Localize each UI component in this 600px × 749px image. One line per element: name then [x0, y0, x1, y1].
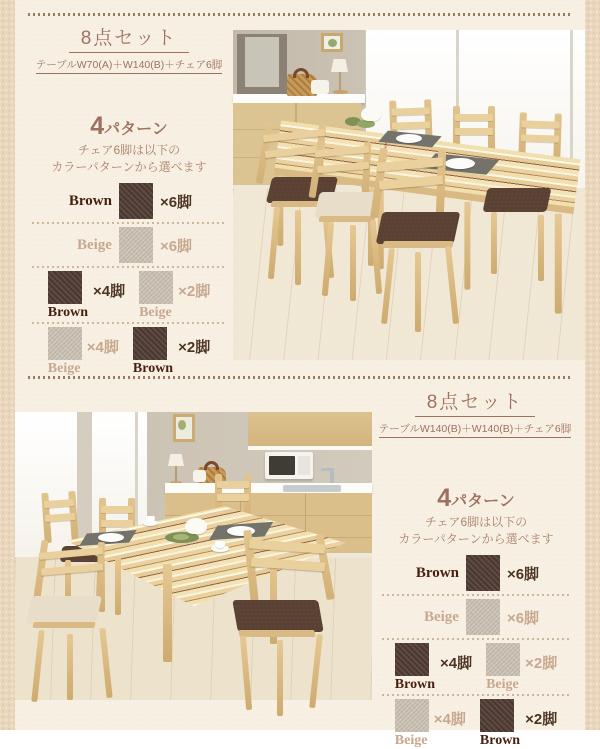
pattern-rows: [28, 181, 230, 377]
brown-fabric-swatch: [395, 643, 429, 676]
color-pattern-panel-bottom: [378, 486, 574, 749]
chair-slat: [217, 481, 249, 488]
chair-leg: [415, 252, 421, 332]
chair-slat: [41, 563, 103, 575]
plant-wreath-inner: [173, 534, 189, 540]
table-lamp-base: [333, 90, 348, 94]
chair-slat: [391, 107, 429, 115]
pattern-rows: [378, 553, 574, 749]
pattern-description-line1: チェア6脚は以下の: [424, 515, 528, 529]
beige-fabric-swatch: [395, 699, 429, 732]
quantity-label: ×4脚: [439, 655, 473, 673]
pattern-row-beige6: [28, 225, 230, 265]
chair-slat: [455, 128, 493, 135]
microwave-window: [269, 456, 295, 475]
chair-leg: [240, 636, 252, 710]
table-lamp-stem: [339, 72, 341, 91]
chair-slat: [251, 557, 325, 571]
upper-cabinet-underside: [248, 446, 372, 450]
row-separator: [382, 594, 570, 596]
beige-fabric-swatch: [139, 271, 173, 304]
color-name-label: Brown: [479, 733, 521, 749]
pattern-description-line2: カラーパターンから選べます: [398, 531, 554, 546]
beige-fabric-swatch: [486, 643, 520, 676]
swatch-stack: [480, 699, 520, 749]
color-name-label: Brown: [68, 192, 112, 209]
pattern-row-beige4-brown2: [378, 697, 574, 749]
left-texture-strip: [0, 0, 15, 730]
color-name-label: Beige: [76, 236, 112, 253]
brown-fabric-swatch: [466, 555, 500, 591]
pattern-row-brown4-beige2: [378, 641, 574, 693]
quantity-label: ×6脚: [506, 609, 540, 627]
dining-set-photo-top: [233, 30, 585, 360]
quantity-label: ×6脚: [159, 237, 193, 255]
set-heading-bottom: [374, 387, 576, 438]
set-title: [28, 23, 230, 53]
swatch-stack: [48, 327, 82, 377]
pattern-group: [395, 643, 472, 693]
sink: [283, 485, 341, 492]
pattern-row-brown6: [28, 181, 230, 221]
swatch-stack: [48, 271, 88, 321]
plant: [357, 120, 375, 128]
chair-slat: [249, 539, 325, 553]
chair-slat: [101, 520, 133, 527]
pattern-count-title: [28, 114, 230, 139]
cup: [215, 541, 225, 548]
brown-fabric-swatch: [119, 183, 153, 219]
color-pattern-panel-top: [28, 114, 230, 377]
table-lamp-shade: [168, 454, 184, 466]
chair-leg: [31, 630, 44, 702]
chair-slat: [39, 547, 103, 560]
chair-slat: [317, 162, 369, 174]
color-name-label: Brown: [47, 305, 88, 321]
chair-slat: [217, 494, 249, 501]
color-name-label: Beige: [486, 677, 519, 693]
color-name-label: Beige: [139, 305, 172, 321]
row-separator: [32, 222, 226, 224]
pattern-number: 4: [90, 112, 105, 140]
pattern-group: [133, 327, 210, 377]
swatch-stack: [133, 327, 173, 377]
chair-slat: [455, 114, 493, 121]
beige-fabric-swatch: [48, 327, 82, 360]
table-leg: [555, 214, 562, 314]
kitchen-opening: [237, 34, 287, 94]
row-separator: [32, 322, 226, 324]
seat-edge: [32, 622, 95, 628]
set-heading-top: [28, 23, 230, 74]
microwave-panel: [298, 456, 310, 475]
right-texture-strip: [585, 0, 600, 730]
row-separator: [382, 694, 570, 696]
chair-leg: [491, 212, 497, 274]
picture-frame: [321, 33, 343, 52]
beige-fabric-swatch: [119, 227, 153, 263]
chair-leg: [99, 628, 112, 698]
chair-leg: [295, 210, 301, 285]
seat-cushion-beige: [26, 596, 102, 624]
table-lamp-stem: [175, 466, 177, 482]
pattern-row-beige4-brown2: [28, 325, 230, 377]
chair-leg: [538, 215, 544, 281]
seat-cushion-brown: [482, 188, 551, 212]
brown-fabric-swatch: [48, 271, 82, 304]
swatch-stack: [395, 643, 435, 693]
set-title-text: 8点セット: [69, 23, 190, 53]
pattern-row-beige6: [378, 597, 574, 637]
pattern-group: [480, 699, 557, 749]
dining-chair: [365, 148, 475, 328]
chair-leg: [67, 634, 73, 700]
chair-leg: [309, 634, 323, 708]
color-name-label: Brown: [415, 564, 459, 581]
row-separator: [382, 638, 570, 640]
pattern-group: [395, 699, 466, 749]
set-title-text: 8点セット: [415, 387, 536, 417]
seat-cushion-brown: [376, 212, 461, 244]
quantity-label: ×2脚: [178, 283, 211, 301]
set-subtitle: [374, 421, 576, 438]
pattern-row-brown6: [378, 553, 574, 593]
table-lamp-shade: [331, 59, 348, 72]
pattern-description: [378, 514, 574, 547]
plate: [396, 134, 422, 143]
table-leg: [163, 564, 172, 662]
quantity-label: ×6脚: [159, 193, 193, 211]
swatch-stack: [395, 699, 429, 749]
chair-slat: [101, 506, 133, 513]
chair-leg: [445, 246, 459, 324]
upper-cabinet: [248, 412, 372, 448]
quantity-label: ×6脚: [506, 565, 540, 583]
chair-leg: [350, 225, 356, 301]
pattern-group: [139, 271, 210, 321]
brown-fabric-swatch: [133, 327, 167, 360]
color-name-label: Beige: [47, 361, 81, 377]
color-name-label: Beige: [394, 733, 428, 749]
chair-slat: [521, 120, 559, 128]
chair-leg: [322, 222, 334, 296]
set-subtitle-text: テーブルW70(A)＋W140(B)＋チェア6脚: [36, 57, 223, 74]
teapot: [361, 107, 381, 121]
color-name-label: Beige: [423, 608, 459, 625]
quantity-label: ×2脚: [178, 339, 211, 357]
pattern-description-line1: チェア6脚は以下の: [77, 143, 181, 157]
pattern-group: [48, 271, 125, 321]
cloth: [193, 470, 206, 482]
chair-leg: [268, 207, 280, 279]
cloth: [311, 80, 329, 94]
pattern-number: 4: [437, 484, 452, 512]
brown-fabric-swatch: [480, 699, 514, 732]
chair-slat: [379, 175, 444, 190]
seat-cushion-brown: [232, 600, 324, 632]
row-separator: [32, 266, 226, 268]
quantity-label: ×4脚: [92, 283, 126, 301]
dining-set-photo-bottom: [15, 412, 372, 700]
chair-slat: [392, 121, 430, 129]
set-subtitle-text: テーブルW140(B)＋W140(B)＋チェア6脚: [379, 421, 571, 438]
chair-leg: [277, 640, 283, 716]
seat-edge: [382, 241, 453, 248]
pattern-count-title: [378, 486, 574, 511]
frame-art: [178, 420, 186, 430]
chair-slat: [377, 157, 444, 172]
dining-chair: [233, 530, 353, 700]
quantity-label: ×4脚: [433, 711, 466, 729]
swatch-stack: [486, 643, 520, 693]
pattern-group: [486, 643, 557, 693]
ladder-back-chair: [39, 491, 80, 544]
swatch-stack: [139, 271, 173, 321]
seat-edge: [238, 630, 315, 637]
beige-fabric-swatch: [466, 599, 500, 635]
chair-slat: [521, 134, 559, 142]
color-name-label: Brown: [394, 677, 435, 693]
pattern-row-brown4-beige2: [28, 269, 230, 321]
kitchen-opening-inner: [245, 37, 279, 87]
basket-handle: [293, 68, 309, 78]
teapot: [185, 518, 207, 534]
color-name-label: Brown: [132, 361, 174, 377]
chair-leg: [381, 248, 395, 324]
pattern-group: [48, 327, 119, 377]
quantity-label: ×2脚: [525, 655, 558, 673]
frame-art: [328, 39, 337, 47]
quantity-label: ×4脚: [86, 339, 119, 357]
pattern-suffix: パターン: [451, 493, 515, 510]
basket-handle: [204, 461, 219, 470]
set-subtitle: [28, 57, 230, 74]
quantity-label: ×2脚: [525, 711, 558, 729]
pattern-suffix: パターン: [104, 121, 168, 138]
pattern-description: [28, 142, 230, 175]
pattern-description-line2: カラーパターンから選べます: [51, 159, 207, 174]
dining-chair: [23, 540, 143, 698]
top-dotted-divider: [28, 13, 572, 16]
set-title: [374, 387, 576, 417]
